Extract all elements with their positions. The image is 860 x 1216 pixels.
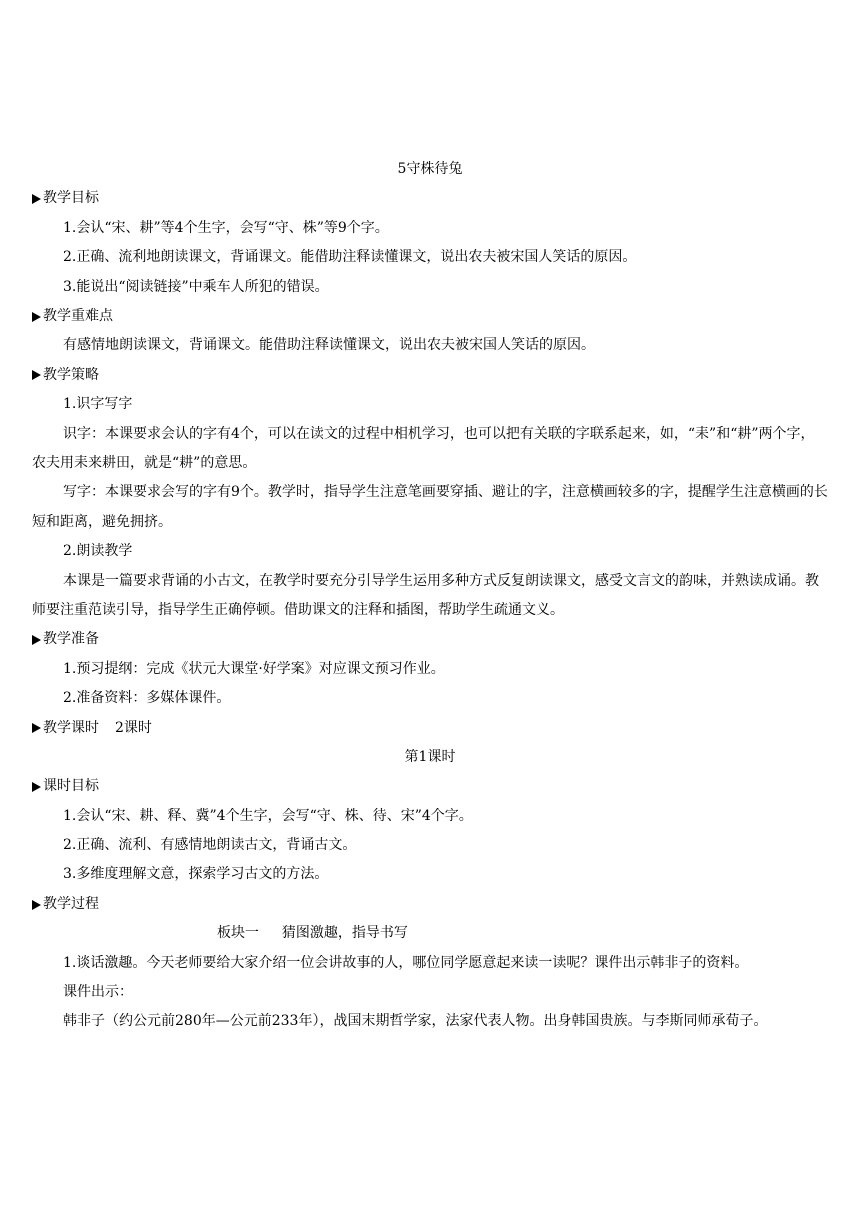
strategy-paragraph: 识字：本课要求会认的字有4个，可以在读文的过程中相机学习，也可以把有关联的字联系起来，如，“耒”和“耕”两个字，农夫用耒来耕田，就是“耕”的意思。 [32,425,815,471]
section-heading-text: 教学目标 [43,190,99,207]
lesson-title: 第1课时 [404,748,456,765]
section-heading-text: 教学策略 [43,366,99,383]
process-step: 1.谈话激趣。今天老师要给大家介绍一位会讲故事的人，哪位同学愿意起来读一读呢？课件出示韩非子的资料。 [63,954,749,971]
biography-paragraph: 韩非子（约公元前280年—公元前233年），战国末期哲学家，法家代表人物。出身韩国贵族。与李斯同师承荀子。 [63,1013,768,1030]
section-heading-text: 课时目标 [43,778,99,795]
section-heading-process [32,890,828,919]
section-heading-text: 教学过程 [43,895,99,912]
courseware-label: 课件出示： [63,984,133,1001]
section-heading-prep [32,625,828,654]
goal-item: 2.正确、流利地朗读课文，背诵课文。能借助注释读懂课文，说出农夫被宋国人笑话的原因。 [63,249,637,266]
strategy-subheading: 2.朗读教学 [63,543,133,560]
triangle-bullet-icon [32,635,41,645]
block-title-text: 猜图激趣，指导书写 [281,925,408,942]
triangle-bullet-icon [32,194,41,204]
lesson-goal-item: 1.会认“宋、耕、释、冀”4个生字，会写“守、株、待、宋”4个字。 [63,807,473,824]
section-heading-text: 教学准备 [43,631,99,648]
prep-item: 2.准备资料：多媒体课件。 [63,690,231,707]
strategy-paragraph: 本课是一篇要求背诵的小古文，在教学时要充分引导学生运用多种方式反复朗读课文，感受文言文的韵味，并熟读成诵。教师要注重范读引导，指导学生正确停顿。借助课文的注释和插图，帮助学生疏通文义。 [32,572,819,618]
section-heading-text: 教学重难点 [43,307,113,324]
triangle-bullet-icon [32,900,41,910]
section-heading-strategy [32,361,828,390]
triangle-bullet-icon [32,782,41,792]
block-label: 板块一 [217,925,259,942]
document-content [32,155,828,1037]
block-title [32,919,828,948]
page-title: 5守株待兔 [397,161,463,177]
section-heading-hours [32,714,828,743]
prep-item: 1.预习提纲：完成《状元大课堂·好学案》对应课文预习作业。 [63,660,445,677]
triangle-bullet-icon [32,370,41,380]
goal-item: 3.能说出“阅读链接”中乘车人所犯的错误。 [63,278,329,295]
section-heading-goals [32,184,828,213]
section-heading-lesson-goals [32,772,828,801]
strategy-subheading: 1.识字写字 [63,396,133,413]
hours-value: 2课时 [115,719,152,736]
strategy-paragraph: 写字：本课要求会写的字有9个。教学时，指导学生注意笔画要穿插、避让的字，注意横画较多的字，提醒学生注意横画的长短和距离，避免拥挤。 [32,484,828,530]
triangle-bullet-icon [32,312,41,322]
lesson-goal-item: 3.多维度理解文意，探索学习古文的方法。 [63,866,329,883]
section-heading-text: 教学课时 [43,719,99,736]
section-heading-difficulty [32,302,828,331]
difficulty-text: 有感情地朗读课文，背诵课文。能借助注释读懂课文，说出农夫被宋国人笑话的原因。 [63,337,595,354]
triangle-bullet-icon [32,723,41,733]
goal-item: 1.会认“宋、耕”等4个生字，会写“守、株”等9个字。 [63,219,389,236]
lesson-goal-item: 2.正确、流利、有感情地朗读古文，背诵古文。 [63,837,357,854]
